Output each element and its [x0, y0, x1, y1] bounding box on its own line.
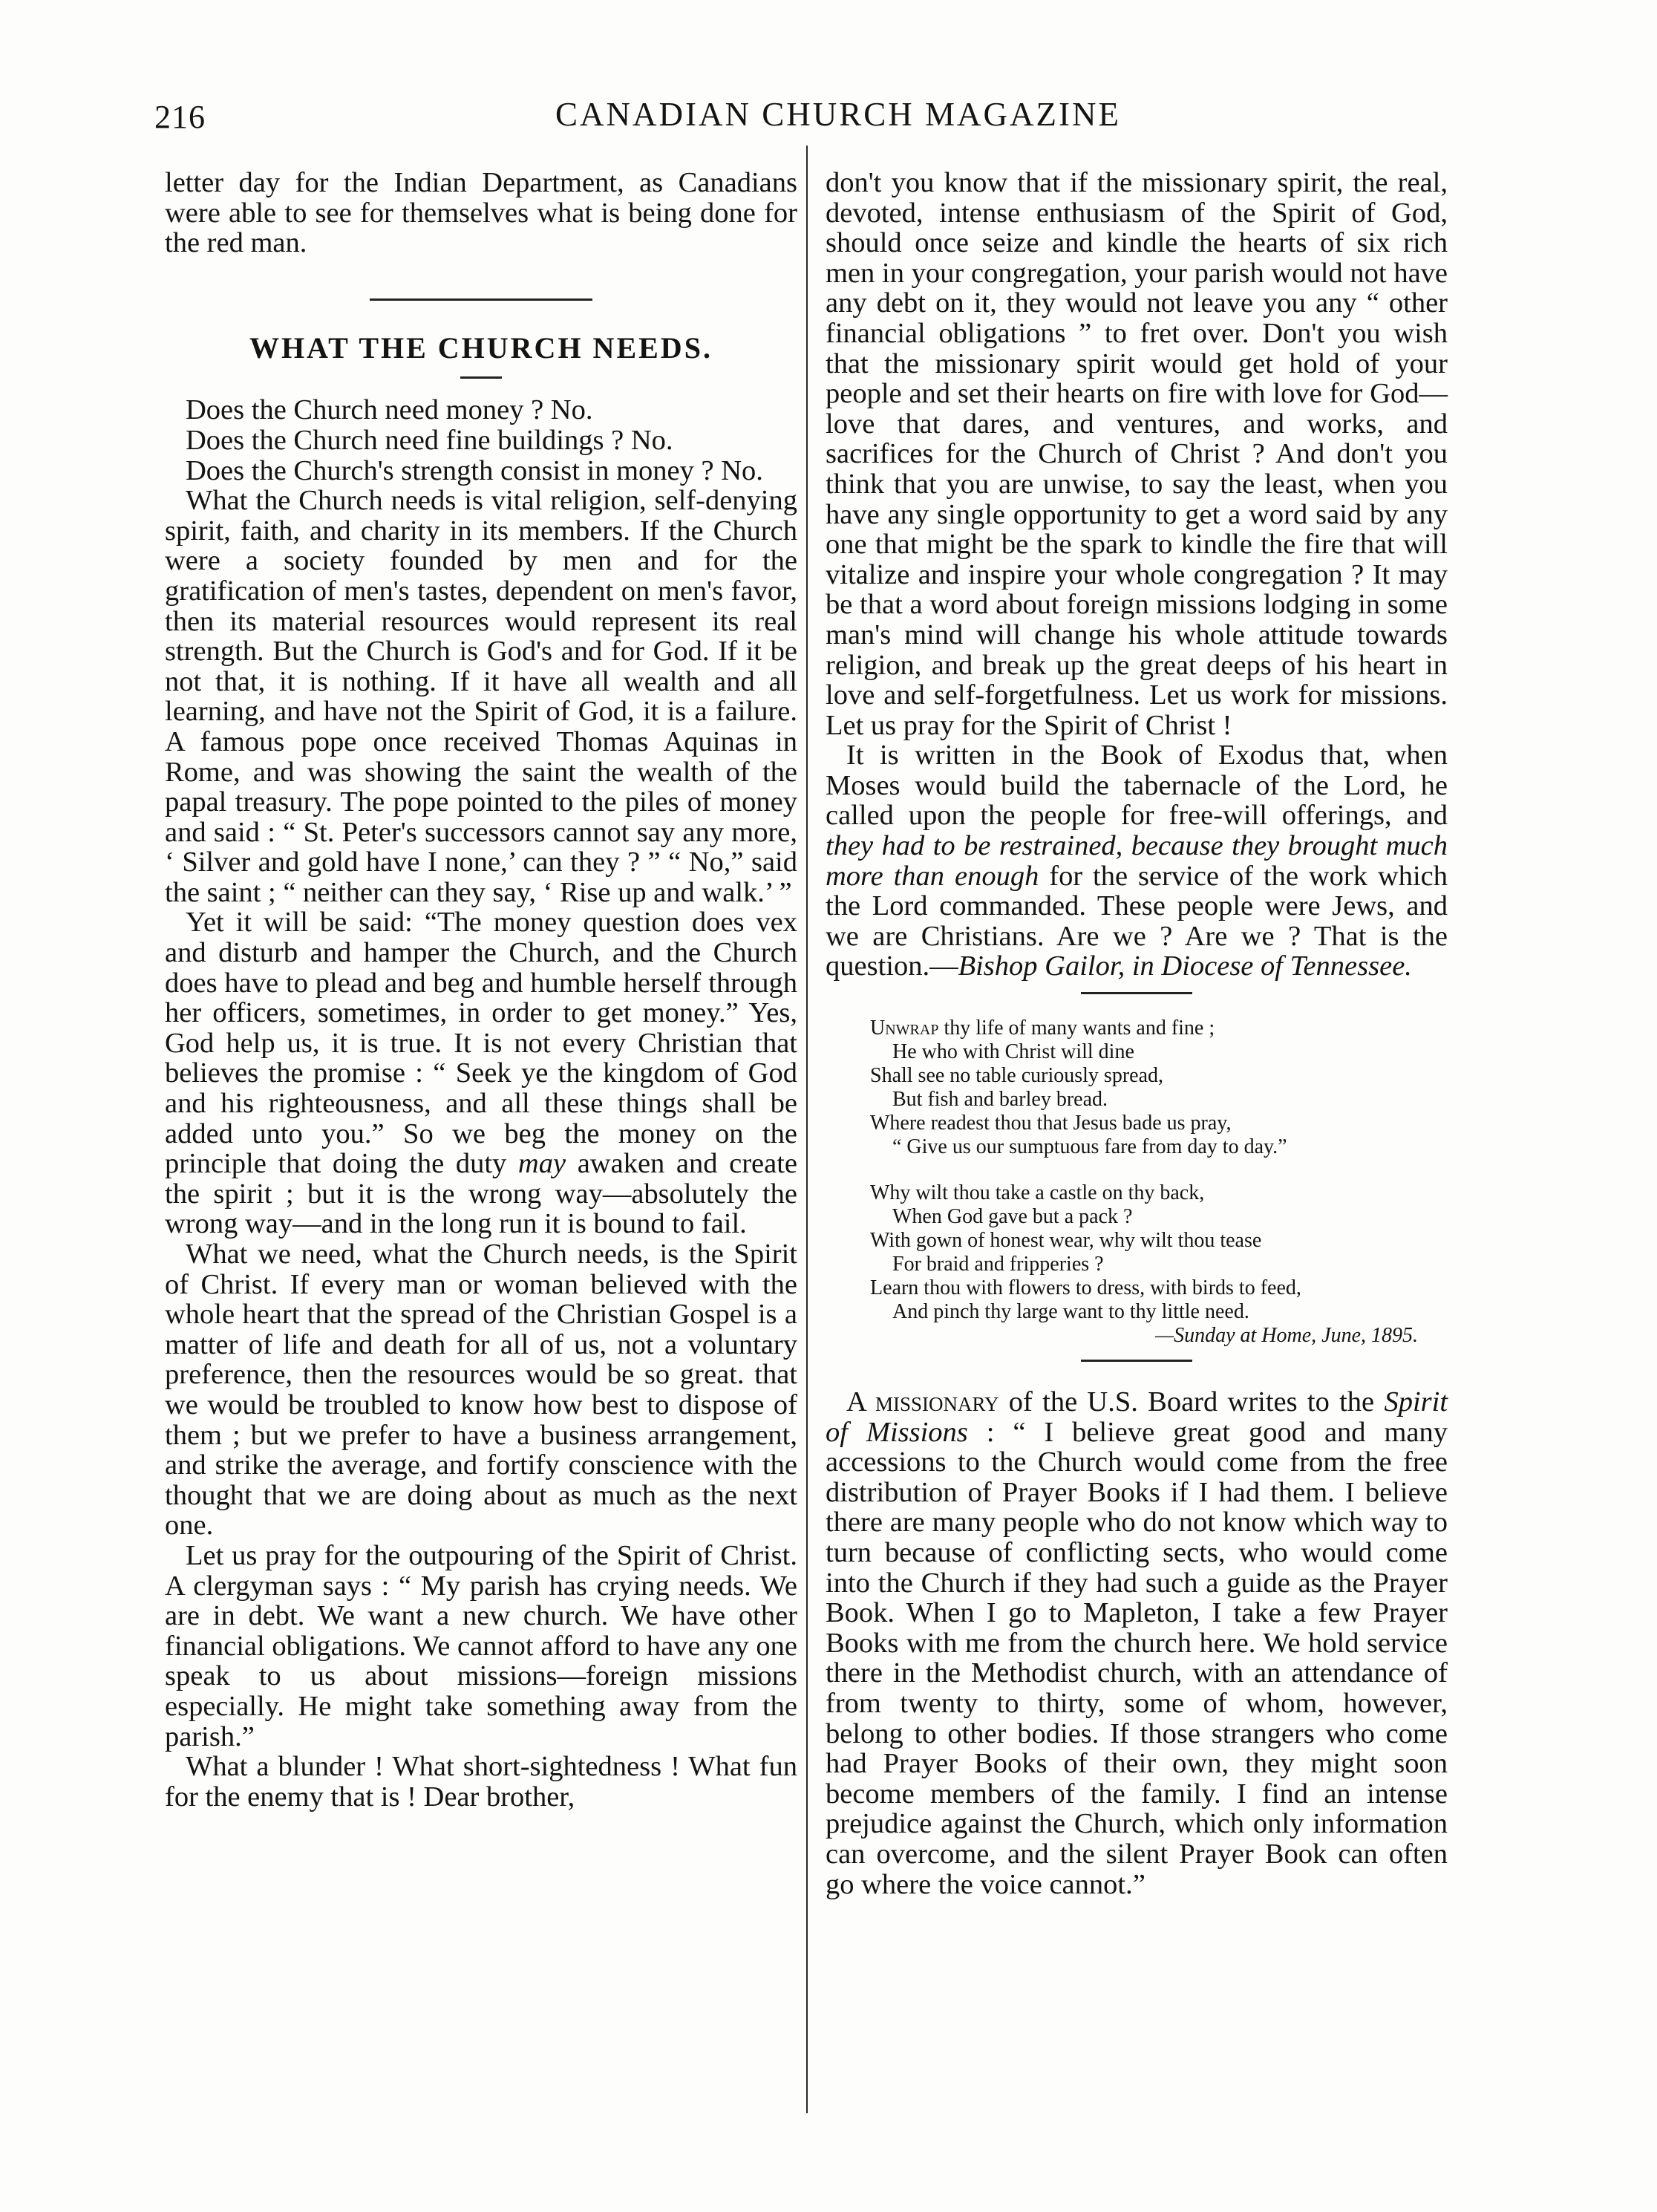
paragraph-vital-religion: What the Church needs is vital religion, self-denying spirit, faith, and charity in its members. If the Church were a society founded by men and for the gratification of men's tastes, dependent on men's favor, then its material resources would represent its real strength. But the Church is God's and for God. If it be not that, it is nothing. If it have all wealth and all learning, and have not the Spirit of God, it is a failure. A famous pope once received Thomas Aquinas in Rome, and was showing the saint the wealth of the papal treasury. The pope pointed to the piles of money and said : “ St. Peter's successors cannot say any more, ‘ Silver and gold have I none,’ can they ? ” “ No,” said the saint ; “ neither can they say, ‘ Rise up and walk.’ ”: [165, 485, 797, 908]
poem-line: For braid and fripperies ?: [892, 1253, 1104, 1276]
periodical-title: Spirit of Missions: [826, 1386, 1448, 1448]
continued-paragraph: letter day for the Indian Department, as Canadians were able to see for themselves what is being done for the red man.: [165, 167, 797, 259]
section-rule: [1081, 1360, 1192, 1362]
paragraph-spirit-of-christ: What we need, what the Church needs, is the Spirit of Christ. If every man or woman believed with the whole heart that the spread of the Christian Gospel is a matter of life and death for all of us, not a voluntary preference, then the resources would be so great. that we would be troubled to know how best to dispose of them ; but we prefer to have a business arrangement, and strike the average, and fortify conscience with the thought that we are doing about as much as the next one.: [165, 1239, 797, 1541]
poem-line: And pinch thy large want to thy little need.: [892, 1300, 1249, 1324]
poem-line: Shall see no table curiously spread,: [870, 1064, 1164, 1088]
lead-in-words: A missionary: [846, 1386, 999, 1418]
poem-initial-word: Unwrap: [870, 1017, 939, 1040]
paragraph-exodus: [826, 740, 1448, 982]
emphasis-restrained: they had to be restrained, because they brought much more than enough: [826, 830, 1448, 892]
section-title: WHAT THE CHURCH NEEDS.: [249, 330, 713, 365]
text-span: : “ I believe great good and many accessions to the Church would come from the free distribution of Prayer Books if I had them. I believe there are many people who do not know which way to turn because of conflicting sects, who would come into the Church if they had such a guide as the Prayer Book. When I go to Mapleton, I take a few Prayer Books with me from the church here. We hold service there in the Methodist church, with an attendance of from twenty to thirty, some of whom, however, belong to other bodies. If those strangers who come had Prayer Books of their own, they might soon become members of the family. I find an intense prejudice against the Church, which only information can overcome, and the silent Prayer Book can often go where the voice cannot.”: [826, 1416, 1448, 1900]
right-column: [826, 168, 1448, 1899]
text-span: of the U.S. Board writes to the: [999, 1386, 1385, 1418]
left-column: [165, 168, 797, 1812]
poem-line: “ Give us our sumptuous fare from day to day.”: [892, 1135, 1287, 1159]
poem: [826, 1017, 1448, 1348]
page-header: [154, 91, 1522, 143]
text-span: Yet it will be said: “The money question does vex and disturb and hamper the Church, and the Church does have to plead and beg and humble herself through her officers, sometimes, in order to get money.” Yes, God help us, it is true. It is not every Christian that believes the promise : “ Seek ye the kingdom of God and his righteousness, and all these things shall be added unto you.” So we beg the money on the principle that doing the duty: [165, 907, 797, 1180]
text-span: for the service of the work which the Lord commanded. These people were Jews, and we are Christians. Are we ? Are we ? That is the question.—: [826, 860, 1448, 982]
text-span: thy life of many wants and fine ;: [938, 1017, 1215, 1040]
poem-rule: [1081, 992, 1192, 994]
paragraph-blunder: What a blunder ! What short-sightedness ! What fun for the enemy that is ! Dear brother,: [165, 1751, 797, 1813]
poem-line: But fish and barley bread.: [892, 1088, 1108, 1112]
poem-line: When God gave but a pack ?: [892, 1205, 1133, 1229]
emphasis-may: may: [517, 1148, 566, 1180]
paragraph-money-question: [165, 907, 797, 1239]
paragraph-clergyman: Let us pray for the outpouring of the Spirit of Christ. A clergyman says : “ My parish has crying needs. We are in debt. We want a new church. We have other financial obligations. We cannot afford to have any one speak to us about missions—foreign missions especially. He might take something away from the parish.”: [165, 1539, 797, 1752]
citation-gailor: Bishop Gailor, in Diocese of Tennessee.: [958, 950, 1412, 982]
poem-line: With gown of honest wear, why wilt thou tease: [870, 1229, 1262, 1253]
paragraph-missionary-spirit: don't you know that if the missionary spirit, the real, devoted, intense enthusiasm of the Spirit of God, should once seize and kindle the hearts of six rich men in your congregation, your parish would not have any debt on it, they would not leave you any “ other financial obligations ” to fret over. Don't you wish that the missionary spirit would get hold of your people and set their hearts on fire with love for God—love that dares, and ventures, and works, and sacrifices for the Church of Christ ? And don't you think that you are unwise, to say the least, when you have any single opportunity to get a word said by any one that might be the spark to kindle the fire that will vitalize and inspire your whole congregation ? It may be that a word about foreign missions lodging in some man's mind will change his whole attitude towards religion, and break up the great deeps of his heart in love and self-forgetfulness. Let us work for missions. Let us pray for the Spirit of Christ !: [826, 167, 1448, 741]
column-divider: [806, 146, 808, 2113]
poem-line: [870, 1017, 1448, 1040]
section-rule: [370, 298, 592, 301]
poem-line: Why wilt thou take a castle on thy back,: [870, 1181, 1205, 1205]
title-rule: [460, 376, 502, 379]
poem-citation: —Sunday at Home, June, 1895.: [1155, 1324, 1418, 1348]
stanza-gap: [870, 1159, 1448, 1181]
poem-line: He who with Christ will dine: [892, 1040, 1134, 1064]
text-span: awaken and create the spirit ; but it is the wrong way—absolutely the wrong way—and in the long run it is bound to fail.: [165, 1148, 798, 1240]
poem-line: Learn thou with flowers to dress, with birds to feed,: [870, 1276, 1301, 1300]
poem-line: Where readest thou that Jesus bade us pray,: [870, 1112, 1232, 1135]
question-strength: Does the Church's strength consist in money ? No.: [186, 454, 763, 486]
text-span: It is written in the Book of Exodus that, when Moses would build the tabernacle of the Lord, he called upon the people for free-will offerings, and: [826, 740, 1448, 832]
paragraph-prayer-books: [826, 1387, 1448, 1899]
question-buildings: Does the Church need fine buildings ? No.: [186, 424, 673, 456]
running-head: CANADIAN CHURCH MAGAZINE: [555, 96, 1121, 133]
question-money: Does the Church need money ? No.: [186, 394, 593, 426]
page-number: 216: [154, 99, 206, 135]
